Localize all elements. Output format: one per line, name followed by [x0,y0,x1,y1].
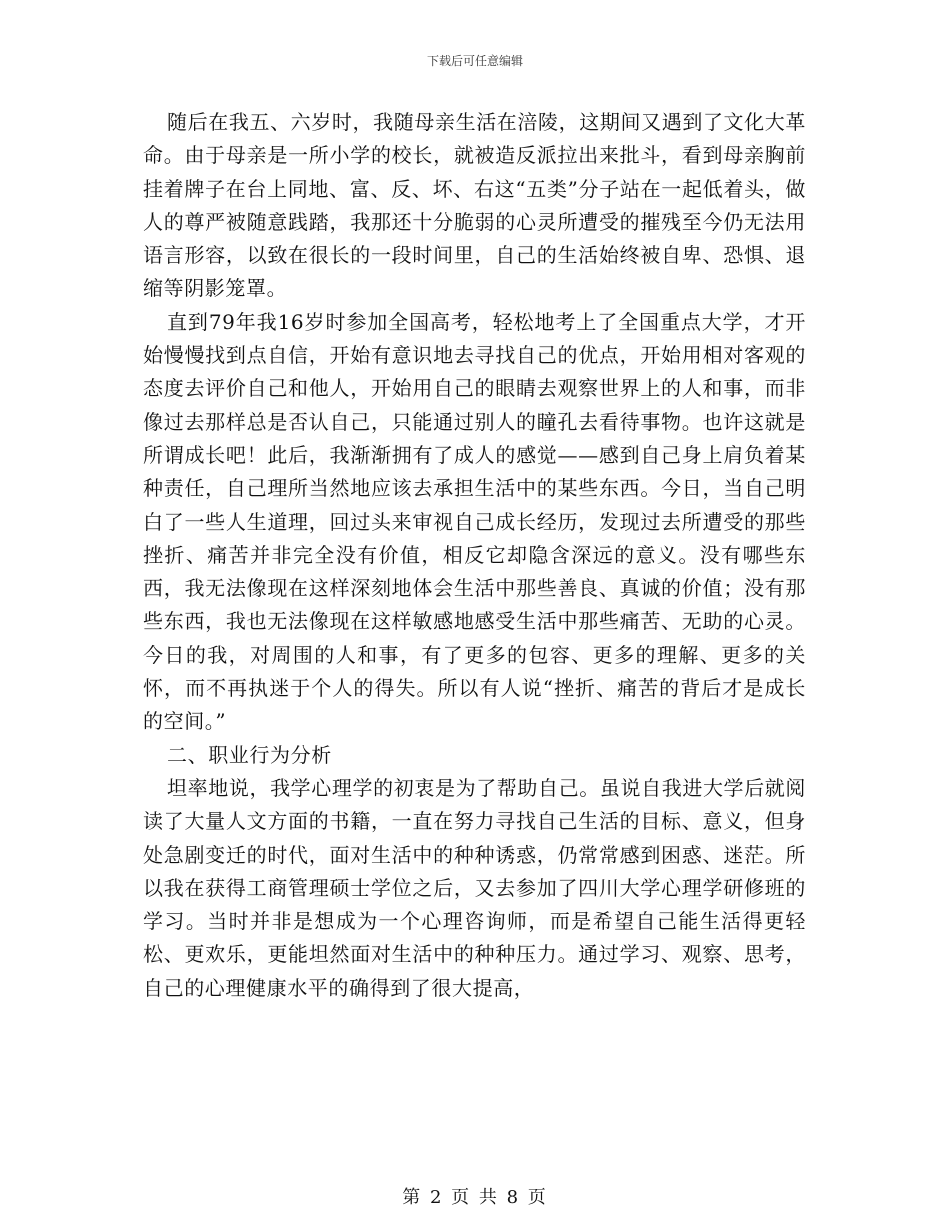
paragraph-career: 坦率地说，我学心理学的初衷是为了帮助自己。虽说自我进大学后就阅读了大量人文方面的书籍，一直在努力寻找自己生活的目标、意义，但身处急剧变迁的时代，面对生活中的种种诱惑，仍常常感到困惑、迷茫。所以我在获得工商管理硕士学位之后，又去参加了四川大学心理学研修班的学习。当时并非是想成为一个心理咨询师，而是希望自己能生活得更轻松、更欢乐，更能坦然面对生活中的种种压力。通过学习、观察、思考，自己的心理健康水平的确得到了很大提高， [143,775,806,1000]
paragraph-growth: 直到79年我16岁时参加全国高考，轻松地考上了全国重点大学，才开始慢慢找到点自信，开始有意识地去寻找自己的优点，开始用相对客观的态度去评价自己和他人，开始用自己的眼睛去观察世界上的人和事，而非像过去那样总是否认自己，只能通过别人的瞳孔去看待事物。也许这就是所谓成长吧！此后，我渐渐拥有了成人的感觉——感到自己身上肩负着某种责任，自己理所当然地应该去承担生活中的某些东西。今日，当自己明白了一些人生道理，回过头来审视自己成长经历，发现过去所遭受的那些挫折、痛苦并非完全没有价值，相反它却隐含深远的意义。没有哪些东西，我无法像现在这样深刻地体会生活中那些善良、真诚的价值；没有那些东西，我也无法像现在这样敏感地感受生活中那些痛苦、无助的心灵。今日的我，对周围的人和事，有了更多的包容、更多的理解、更多的关怀，而不再执迷于个人的得失。所以有人说“挫折、痛苦的背后才是成长的空间。” [143,309,806,734]
section-heading-career-analysis: 二、职业行为分析 [167,742,332,767]
page-number-footer: 第 2 页 共 8 页 [402,1187,548,1208]
paragraph-childhood: 随后在我五、六岁时，我随母亲生活在涪陵，这期间又遇到了文化大革命。由于母亲是一所小学的校长，就被造反派拉出来批斗，看到母亲胸前挂着牌子在台上同地、富、反、坏、右这“五类”分子站在一起低着头，做人的尊严被随意践踏，我那还十分脆弱的心灵所遭受的摧残至今仍无法用语言形容，以致在很长的一段时间里，自己的生活始终被自卑、恐惧、退缩等阴影笼罩。 [143,110,806,301]
document-body [143,106,806,1005]
page-header: 下载后可任意编辑 [426,54,523,68]
